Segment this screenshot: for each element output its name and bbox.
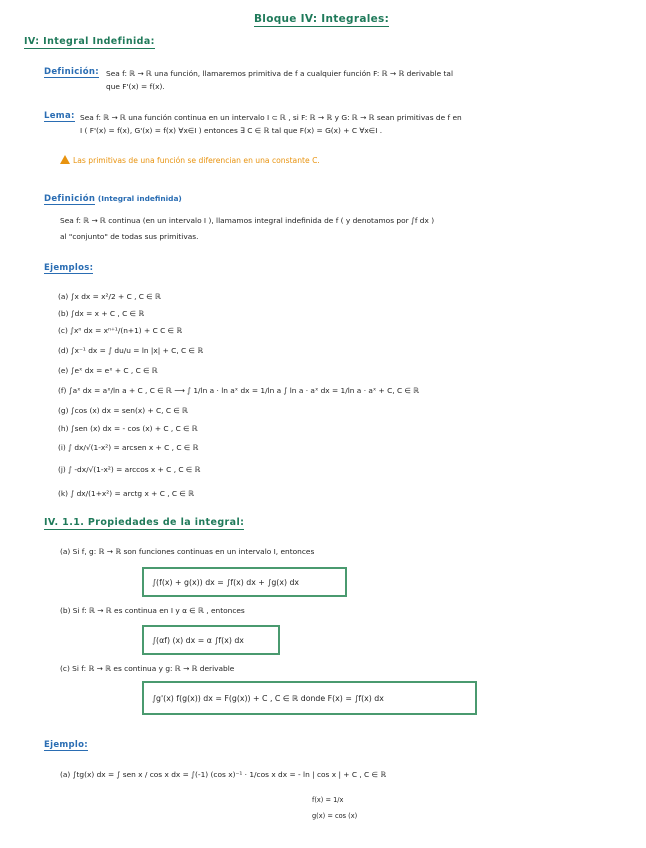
lemma-line-1: Sea f: ℝ → ℝ una función continua en un intervalo I ⊂ ℝ , si F: ℝ → ℝ y G: ℝ → ℝ sean primitivas de f en xyxy=(80,113,462,122)
definition-2-label: Definición xyxy=(44,194,96,204)
definition-line-1: Sea f: ℝ → ℝ una función, llamaremos primitiva de f a cualquier función F: ℝ → ℝ derivable tal xyxy=(106,69,453,78)
example-item: (a) ∫x dx = x²/2 + C , C ∈ ℝ xyxy=(58,292,161,301)
example-item: (k) ∫ dx/(1+x²) = arctg x + C , C ∈ ℝ xyxy=(58,489,195,498)
section-title-integral-indefinida: IV: Integral Indefinida: xyxy=(24,36,155,47)
example-item: (d) ∫x⁻¹ dx = ∫ du/u = ln |x| + C, C ∈ ℝ xyxy=(58,346,204,355)
example-label: Ejemplo: xyxy=(44,740,88,750)
warning-note xyxy=(60,154,320,165)
lemma-label: Lema: xyxy=(44,111,75,121)
warning-icon xyxy=(60,155,70,164)
example-item: (h) ∫sen (x) dx = - cos (x) + C , C ∈ ℝ xyxy=(58,424,198,433)
example-item: (j) ∫ -dx/√(1-x²) = arccos x + C , C ∈ ℝ xyxy=(58,465,201,474)
lemma-line-2: I ( F'(x) = f(x), G'(x) = f(x) ∀x∈I ) entonces ∃ C ∈ ℝ tal que F(x) = G(x) + C ∀x∈I . xyxy=(80,126,383,135)
property-c-formula-box xyxy=(142,681,477,715)
examples-label: Ejemplos: xyxy=(44,263,94,273)
definition-2-label-extra: (Integral indefinida) xyxy=(95,194,182,203)
example-item: (g) ∫cos (x) dx = sen(x) + C, C ∈ ℝ xyxy=(58,406,189,415)
definition-2-line-2: al "conjunto" de todas sus primitivas. xyxy=(60,232,199,241)
example-item: (f) ∫aˣ dx = aˣ/ln a + C , C ∈ ℝ ⟶ ∫ 1/ln a · ln aˣ dx = 1/ln a ∫ ln a · aˣ dx = 1/ln a · aˣ + C, C ∈ ℝ xyxy=(58,386,420,395)
example-item: (e) ∫eˣ dx = eˣ + C , C ∈ ℝ xyxy=(58,366,158,375)
section-title-propiedades: IV. 1.1. Propiedades de la integral: xyxy=(44,517,245,528)
property-a-text: (a) Si f, g: ℝ → ℝ son funciones continuas en un intervalo I, entonces xyxy=(60,547,315,556)
example-item: (c) ∫xⁿ dx = xⁿ⁺¹/(n+1) + C C ∈ ℝ xyxy=(58,326,183,335)
definition-line-2: que F'(x) = f(x). xyxy=(106,82,165,91)
property-c-text: (c) Si f: ℝ → ℝ es continua y g: ℝ → ℝ derivable xyxy=(60,664,235,673)
page-title: Bloque IV: Integrales: xyxy=(254,13,390,25)
definition-2-line-1: Sea f: ℝ → ℝ continua (en un intervalo I ), llamamos integral indefinida de f ( y denotamos por ∫f dx ) xyxy=(60,216,435,225)
definition-label: Definición: xyxy=(44,67,99,77)
example-item: (i) ∫ dx/√(1-x²) = arcsen x + C , C ∈ ℝ xyxy=(58,443,199,452)
property-a-formula: ∫(f(x) + g(x)) dx = ∫f(x) dx + ∫g(x) dx xyxy=(152,577,300,587)
definition-2-heading xyxy=(44,186,182,205)
property-c-formula: ∫g'(x) f(g(x)) dx = F(g(x)) + C , C ∈ ℝ donde F(x) = ∫f(x) dx xyxy=(152,693,384,703)
example-note-f: f(x) = 1/x xyxy=(312,796,344,804)
property-b-text: (b) Si f: ℝ → ℝ es continua en I y α ∈ ℝ , entonces xyxy=(60,606,245,615)
property-b-formula: ∫(αf) (x) dx = α ∫f(x) dx xyxy=(152,635,244,645)
property-b-formula-box xyxy=(142,625,280,655)
example-line: (a) ∫tg(x) dx = ∫ sen x / cos x dx = ∫(-1) (cos x)⁻¹ · 1/cos x dx = - ln | cos x | + C , C ∈ ℝ xyxy=(60,770,387,779)
warning-text: Las primitivas de una función se diferencian en una constante C. xyxy=(73,156,320,165)
example-note-g: g(x) = cos (x) xyxy=(312,812,358,820)
example-item: (b) ∫dx = x + C , C ∈ ℝ xyxy=(58,309,145,318)
property-a-formula-box xyxy=(142,567,347,597)
